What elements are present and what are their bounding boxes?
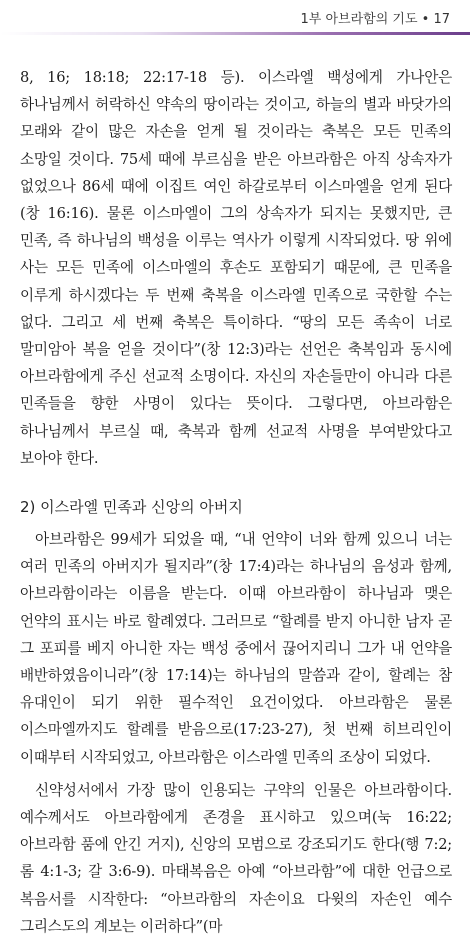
running-head: 1부 아브라함의 기도 • 17 [300,12,450,27]
page-header [0,0,470,40]
body-paragraph-3: 신약성서에서 가장 많이 인용되는 구약의 인물은 아브라함이다. 예수께서도 아브라함에게 존경을 표시하고 있으며(눅 16:22; 아브라함 품에 안긴 거지), 신앙의 모범으로 강조되기도 한다(행 7:2; 롬 4:1-3; 갈 3:6-9). 마태복음은 아예 “아브라함”에 대한 언급으로 복음서를 시작한다: “아브라함의 자손이요 다윗의 자손인 예수 그리스도의 계보는 이러하다”(마 [20,781,452,935]
body-paragraph-2: 아브라함은 99세가 되었을 때, “내 언약이 너와 함께 있으니 너는 여러 민족의 아버지가 될지라”(창 17:4)라는 하나님의 음성과 함께, 아브라함이라는 이름을 받는다. 이때 아브라함이 하나님과 맺은 언약의 표시는 바로 할례였다. 그러므로 “할례를 받지 아니한 남자 곧 그 포피를 베지 아니한 자는 백성 중에서 끊어지리니 그가 내 언약을 배반하였음이니라”(창 17:14)는 하나님의 말씀과 같이, 할례는 참 유대인이 되기 위한 필수적인 요건이었다. 아브라함은 물론 이스마엘까지도 할례를 받음으로(17:23-27), 첫 번째 히브리인이 이때부터 시작되었고, 아브라함은 이스라엘 민족의 조상이 되었다. [20,531,452,766]
page-body [20,64,452,940]
section-heading: 2) 이스라엘 민족과 신앙의 아버지 [20,498,243,517]
body-paragraph-1: 8, 16; 18:18; 22:17-18 등). 이스라엘 백성에게 가나안은 하나님께서 허락하신 약속의 땅이라는 것이고, 하늘의 별과 바닷가의 모래와 같이 많은 자손을 얻게 될 것이라는 축복은 모든 민족의 소망일 것이다. 75세 때에 부르심을 받은 아브라함은 아직 상속자가 없었으나 86세 때에 이집트 여인 하갈로부터 이스마엘을 얻게 된다(창 16:16). 물론 이스마엘이 그의 상속자가 되지는 못했지만, 큰 민족, 즉 하나님의 백성을 이루는 역사가 이렇게 시작되었다. 땅 위에 사는 모든 민족에 이스마엘의 후손도 포함되기 때문에, 큰 민족을 이루게 하시겠다는 두 번째 축복을 이스라엘 민족으로 국한할 수는 없다. 그리고 세 번째 축복은 특이하다. “땅의 모든 족속이 너로 말미암아 복을 얻을 것이다”(창 12:3)라는 선언은 축복임과 동시에 아브라함에게 주신 선교적 소명이다. 자신의 자손들만이 아니라 다른 민족들을 향한 사명이 있다는 뜻이다. 그렇다면, 아브라함은 하나님께서 부르실 때, 축복과 함께 선교적 사명을 부여받았다고 보아야 한다. [20,69,452,467]
header-rule [0,32,470,35]
